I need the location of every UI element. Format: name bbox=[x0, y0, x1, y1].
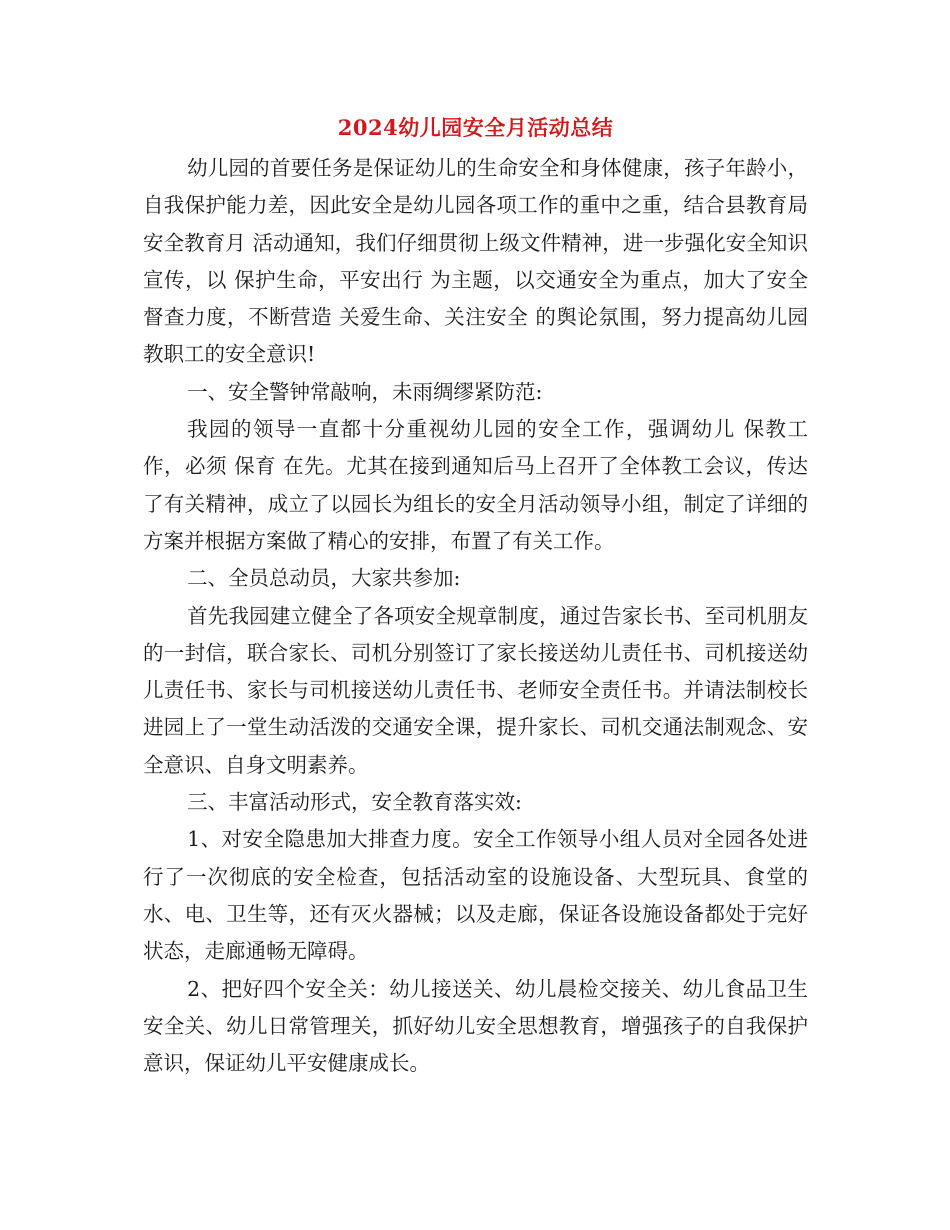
section-2-paragraph: 首先我园建立健全了各项安全规章制度，通过告家长书、至司机朋友的一封信，联合家长、司机分别签订了家长接送幼儿责任书、司机接送幼儿责任书、家长与司机接送幼儿责任书、老师安全责任书。并请法制校长进园上了一堂生动活泼的交通安全课，提升家长、司机交通法制观念、安全意识、自身文明素养。 bbox=[143, 603, 808, 777]
intro-paragraph: 幼儿园的首要任务是保证幼儿的生命安全和身体健康，孩子年龄小，自我保护能力差，因此安全是幼儿园各项工作的重中之重，结合县教育局 安全教育月 活动通知，我们仔细贯彻上级文件精神，进一步强化安全知识宣传，以 保护生命，平安出行 为主题，以交通安全为重点，加大了安全督查力度，不断营造 关爱生命、关注安全 的舆论氛围，努力提高幼儿园教职工的安全意识! bbox=[143, 156, 808, 367]
section-heading-3: 三、丰富活动形式，安全教育落实效: bbox=[187, 790, 522, 815]
section-3-item-1: 1、对安全隐患加大排查力度。安全工作领导小组人员对全园各处进行了一次彻底的安全检查，包括活动室的设施设备、大型玩具、食堂的水、电、卫生等，还有灭火器械；以及走廊，保证各设施设备都处于完好状态，走廊通畅无障碍。 bbox=[143, 827, 808, 964]
section-heading-1: 一、安全警钟常敲响，未雨绸缪紧防范: bbox=[187, 379, 543, 404]
section-3-item-2: 2、把好四个安全关：幼儿接送关、幼儿晨检交接关、幼儿食品卫生安全关、幼儿日常管理关，抓好幼儿安全思想教育，增强孩子的自我保护意识，保证幼儿平安健康成长。 bbox=[143, 976, 808, 1076]
document-title: 2024幼儿园安全月活动总结 bbox=[337, 115, 614, 140]
section-1-paragraph: 我园的领导一直都十分重视幼儿园的安全工作，强调幼儿 保教工作，必须 保育 在先。尤其在接到通知后马上召开了全体教工会议，传达了有关精神，成立了以园长为组长的安全月活动领导小组，制定了详细的方案并根据方案做了精心的安排，布置了有关工作。 bbox=[143, 417, 808, 553]
section-heading-2: 二、全员总动员，大家共参加: bbox=[187, 566, 461, 591]
document-page bbox=[143, 108, 808, 1082]
